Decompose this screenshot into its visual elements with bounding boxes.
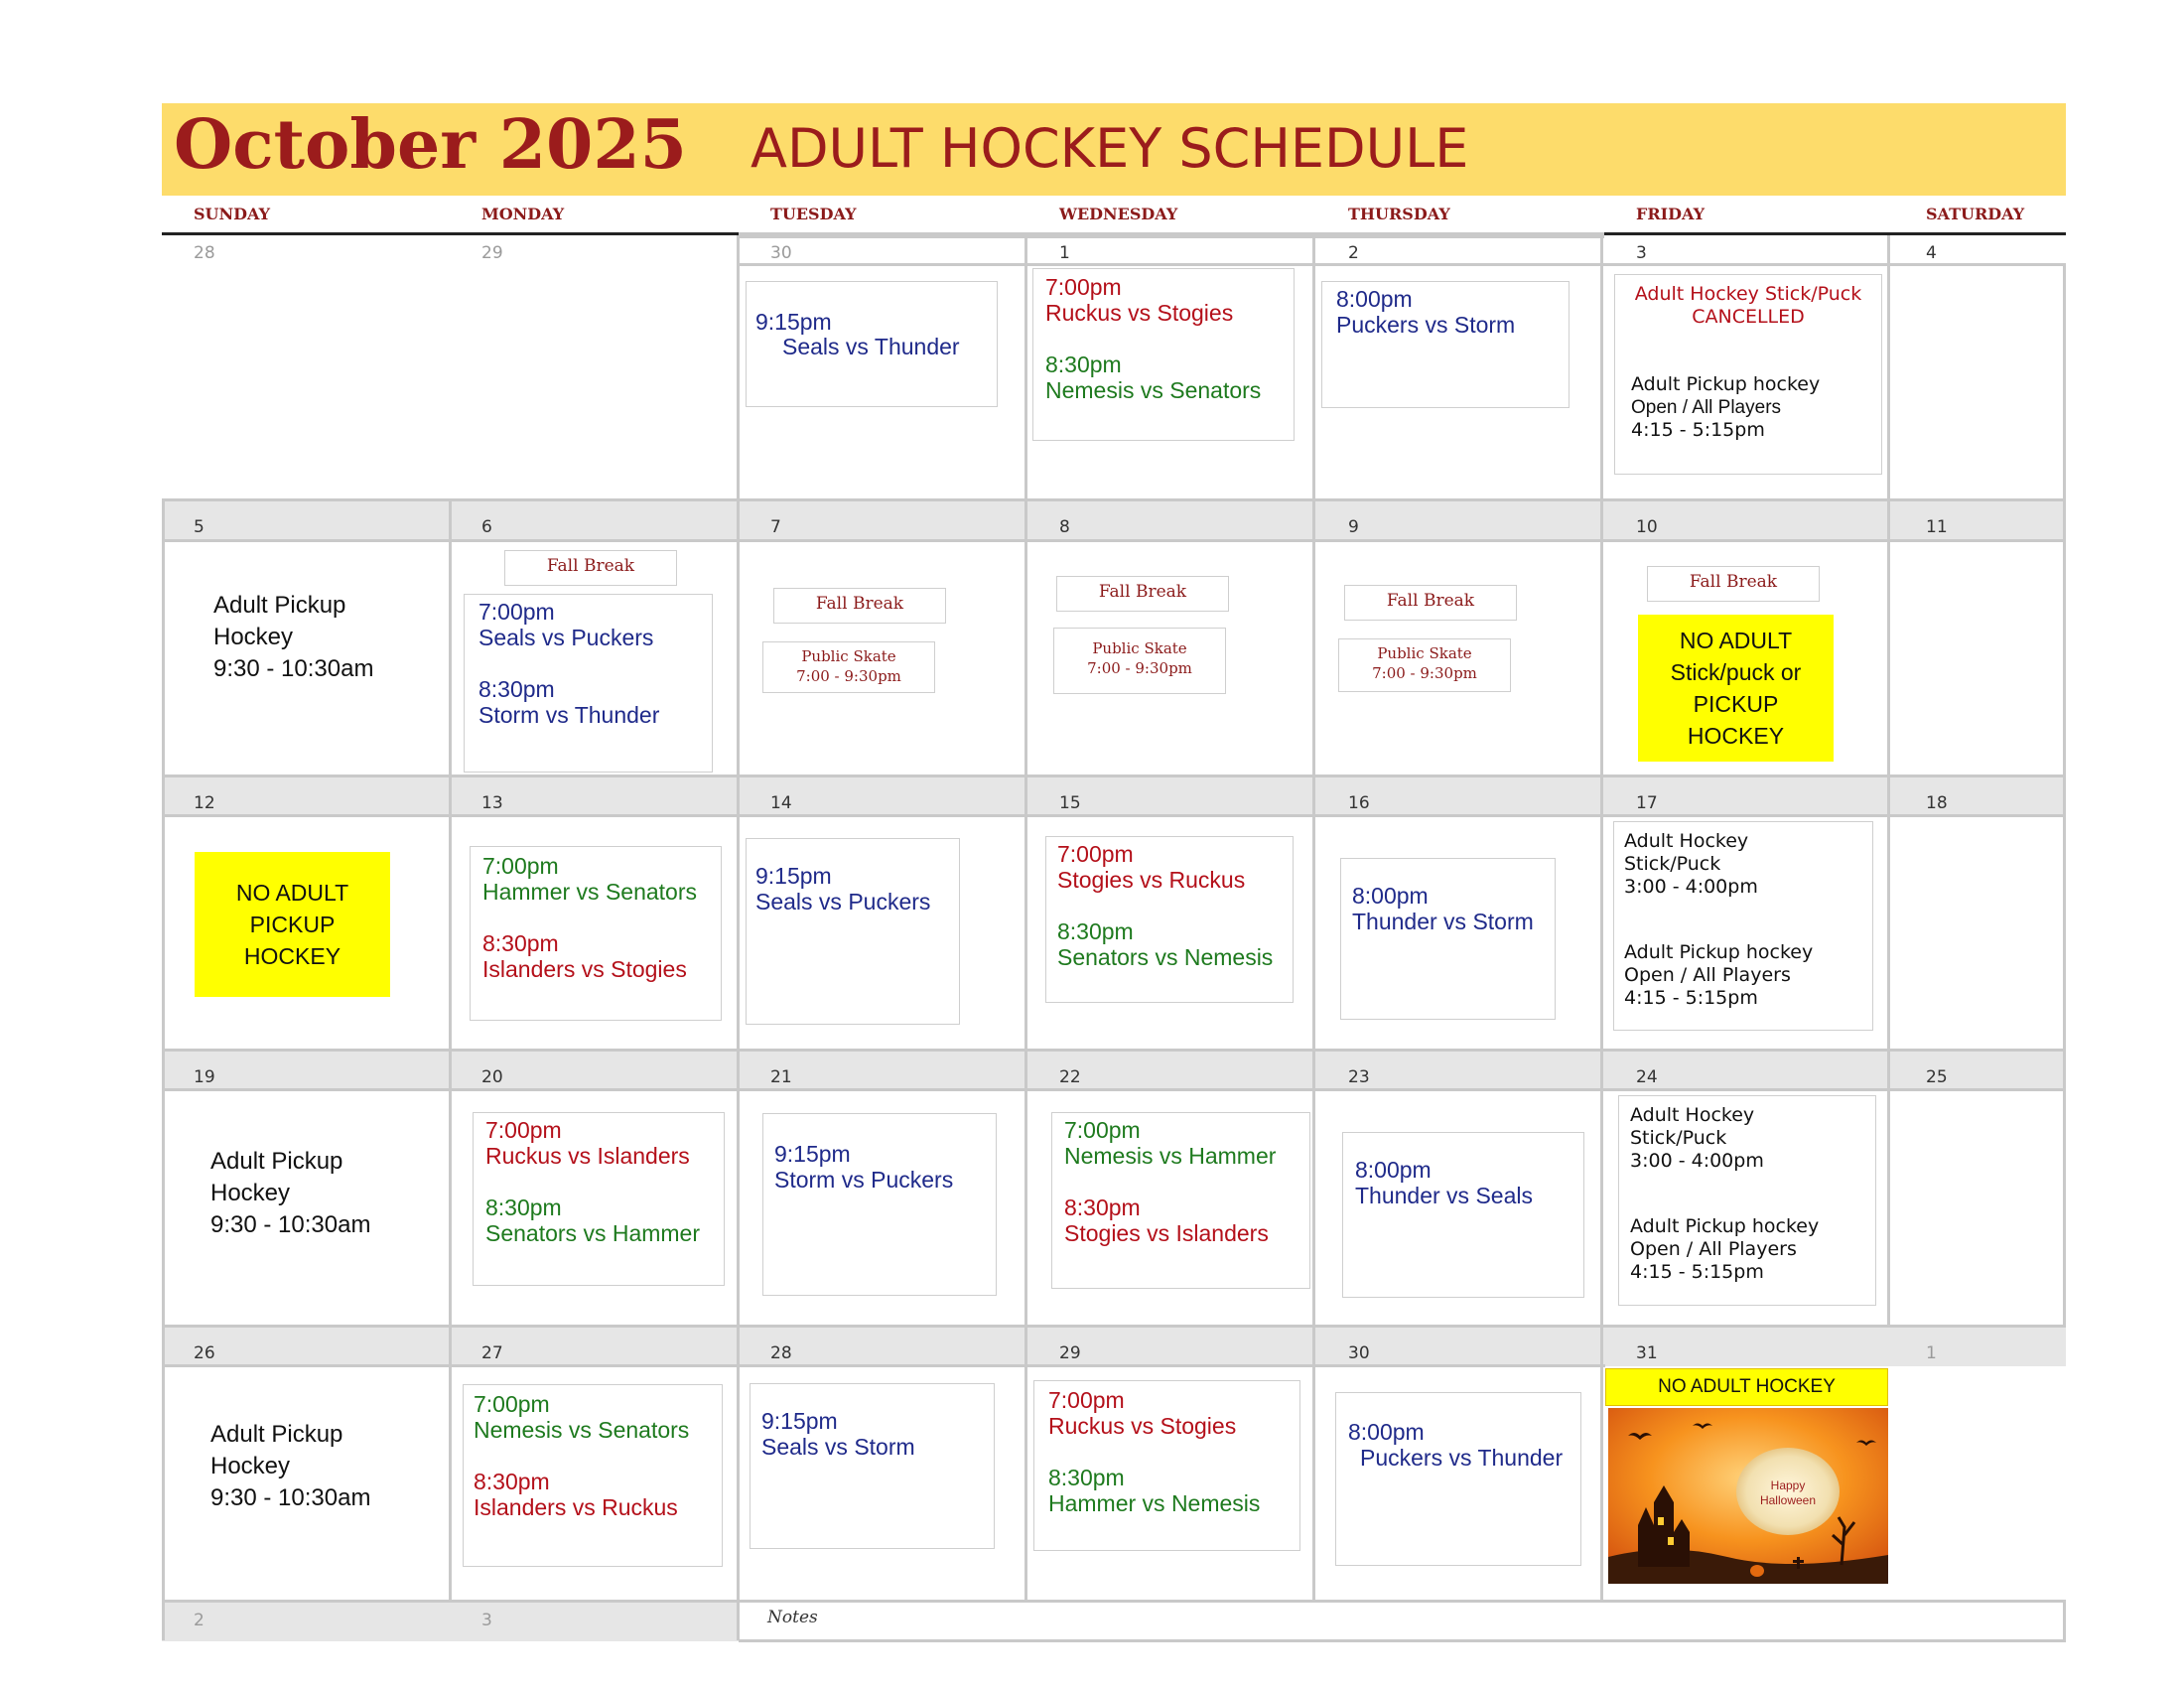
game-matchup: Senators vs Hammer <box>485 1220 701 1246</box>
game-time: 9:15pm <box>774 1141 851 1167</box>
title-bar <box>162 103 2066 196</box>
game-time: 8:30pm <box>485 1195 562 1220</box>
date-number: 14 <box>770 793 792 813</box>
stick-puck-label: Stick/Puck <box>1630 1127 1727 1149</box>
date-number: 5 <box>194 517 205 537</box>
event-box-mon20 <box>473 1112 725 1286</box>
public-skate-label: Public Skate <box>1092 639 1187 657</box>
date-number: 19 <box>194 1067 215 1087</box>
game-matchup: Nemesis vs Senators <box>474 1417 690 1443</box>
game-matchup: Hammer vs Senators <box>482 879 698 905</box>
game-time: 9:15pm <box>761 1408 838 1434</box>
game-matchup: Stogies vs Islanders <box>1064 1220 1269 1246</box>
notice-line: Stick/puck or <box>1670 659 1802 685</box>
pickup-label: Adult Pickup hockey <box>1624 941 1814 963</box>
notice-line: HOCKEY <box>243 943 341 969</box>
game-time: 7:00pm <box>478 599 555 625</box>
notice-line: PICKUP <box>249 912 336 937</box>
grid-line <box>162 814 2066 817</box>
dayhead-monday: MONDAY <box>481 205 565 223</box>
notice-line: HOCKEY <box>1687 723 1785 749</box>
game-matchup: Hammer vs Nemesis <box>1048 1490 1261 1516</box>
game-matchup: Nemesis vs Senators <box>1045 377 1262 403</box>
game-time: 7:00pm <box>482 853 559 879</box>
game-matchup: Thunder vs Storm <box>1352 909 1534 934</box>
event-box-mon6 <box>464 594 713 773</box>
game-matchup: Senators vs Nemesis <box>1057 944 1274 970</box>
fall-break-label: Fall Break <box>504 550 677 586</box>
date-number: 2 <box>194 1611 205 1630</box>
date-number: 18 <box>1926 793 1948 813</box>
pickup-label: Adult Pickup hockey <box>1630 1215 1820 1237</box>
date-number: 22 <box>1059 1067 1081 1087</box>
date-number: 23 <box>1348 1067 1370 1087</box>
no-adult-pickup-notice <box>195 852 390 997</box>
game-time: 7:00pm <box>1064 1117 1141 1143</box>
game-matchup: Ruckus vs Islanders <box>485 1143 690 1169</box>
grid-line <box>739 263 2066 266</box>
public-skate-time: 7:00 - 9:30pm <box>1087 659 1192 677</box>
date-number: 1 <box>1059 243 1070 263</box>
game-matchup: Puckers vs Thunder <box>1360 1445 1564 1471</box>
date-number: 27 <box>481 1343 503 1363</box>
event-box-tue14 <box>746 838 960 1025</box>
game-time: 8:30pm <box>1048 1465 1125 1490</box>
event-box-wed15 <box>1045 836 1294 1003</box>
date-number: 13 <box>481 793 503 813</box>
date-strip-week6 <box>162 1602 739 1641</box>
date-number: 21 <box>770 1067 792 1087</box>
game-time: 8:30pm <box>1057 918 1134 944</box>
sunday-pickup-time: 9:30 - 10:30am <box>210 1484 371 1511</box>
game-matchup: Seals vs Puckers <box>755 889 931 914</box>
game-time: 8:30pm <box>482 930 559 956</box>
sunday-pickup-time: 9:30 - 10:30am <box>213 655 374 682</box>
sunday-pickup-label: Adult Pickup <box>213 592 346 619</box>
game-matchup: Seals vs Thunder <box>782 334 960 359</box>
stick-puck-label: Stick/Puck <box>1624 853 1721 875</box>
game-matchup: Storm vs Puckers <box>774 1167 954 1193</box>
pickup-label: Adult Pickup hockey <box>1631 373 1821 395</box>
public-skate-box <box>1338 638 1511 692</box>
date-number: 6 <box>481 517 492 537</box>
date-number: 3 <box>1636 243 1647 263</box>
header-rule-right <box>1604 232 2066 235</box>
date-number: 8 <box>1059 517 1070 537</box>
event-box-tue30 <box>746 281 998 407</box>
date-number: 2 <box>1348 243 1359 263</box>
cancelled-label: CANCELLED <box>1692 306 1805 328</box>
date-number: 7 <box>770 517 781 537</box>
public-skate-box <box>762 641 935 693</box>
notice-line: PICKUP <box>1693 691 1779 717</box>
dayhead-sunday: SUNDAY <box>194 205 271 223</box>
game-time: 8:00pm <box>1336 286 1413 312</box>
pickup-players: Open / All Players <box>1624 964 1791 986</box>
date-strip-week3 <box>162 776 2066 816</box>
game-time: 8:30pm <box>478 676 555 702</box>
dayhead-thursday: THURSDAY <box>1348 205 1450 223</box>
stick-puck-label: Adult Hockey Stick/Puck <box>1634 283 1862 305</box>
dayhead-friday: FRIDAY <box>1636 205 1706 223</box>
halloween-image <box>1608 1408 1888 1584</box>
sunday-pickup-label: Hockey <box>210 1453 291 1479</box>
schedule-title: ADULT HOCKEY SCHEDULE <box>751 117 1469 180</box>
game-matchup: Nemesis vs Hammer <box>1064 1143 1277 1169</box>
sunday-pickup-label: Hockey <box>213 624 294 650</box>
date-number: 10 <box>1636 517 1658 537</box>
game-matchup: Seals vs Storm <box>761 1434 915 1460</box>
game-time: 7:00pm <box>1045 274 1122 300</box>
stick-puck-label: Adult Hockey <box>1624 830 1749 852</box>
game-time: 9:15pm <box>755 309 832 335</box>
date-number: 3 <box>481 1611 492 1630</box>
pickup-time: 4:15 - 5:15pm <box>1630 1261 1764 1283</box>
grid-line <box>1600 235 1603 1602</box>
event-box-wed29 <box>1033 1380 1300 1551</box>
stick-puck-label: Adult Hockey <box>1630 1104 1755 1126</box>
game-time: 7:00pm <box>474 1391 550 1417</box>
game-time: 7:00pm <box>1057 841 1134 867</box>
grid-line <box>739 235 1604 238</box>
month-title: October 2025 <box>174 105 687 185</box>
pickup-time: 4:15 - 5:15pm <box>1624 987 1758 1009</box>
notice-line: NO ADULT <box>235 880 349 906</box>
grid-line <box>162 498 2066 501</box>
stick-puck-time: 3:00 - 4:00pm <box>1624 876 1758 898</box>
event-box-thu16 <box>1340 858 1556 1020</box>
dayhead-tuesday: TUESDAY <box>770 205 857 223</box>
game-matchup: Ruckus vs Stogies <box>1045 300 1234 326</box>
date-number: 24 <box>1636 1067 1658 1087</box>
game-time: 8:00pm <box>1348 1419 1425 1445</box>
sunday-pickup-time: 9:30 - 10:30am <box>210 1211 371 1238</box>
date-strip-week2 <box>162 500 2066 540</box>
game-matchup: Storm vs Thunder <box>478 702 660 728</box>
event-box-mon13 <box>470 846 722 1021</box>
grid-line <box>162 1600 2066 1603</box>
public-skate-label: Public Skate <box>801 647 896 665</box>
game-time: 8:30pm <box>1045 352 1122 377</box>
public-skate-label: Public Skate <box>1377 644 1472 662</box>
grid-line <box>162 1364 1605 1367</box>
game-time: 7:00pm <box>485 1117 562 1143</box>
grid-line <box>449 498 452 1601</box>
fall-break-label: Fall Break <box>1647 566 1820 602</box>
game-matchup: Thunder vs Seals <box>1355 1183 1533 1208</box>
date-number: 29 <box>1059 1343 1081 1363</box>
sunday-pickup-label: Adult Pickup <box>210 1421 343 1448</box>
grid-line <box>1312 235 1315 1602</box>
halloween-caption: Happy <box>1770 1478 1806 1492</box>
sunday-pickup-label: Adult Pickup <box>210 1148 343 1175</box>
date-number: 12 <box>194 793 215 813</box>
pickup-time: 4:15 - 5:15pm <box>1631 419 1765 441</box>
game-matchup: Islanders vs Ruckus <box>474 1494 678 1520</box>
date-number: 28 <box>194 243 215 263</box>
date-number: 15 <box>1059 793 1081 813</box>
game-matchup: Ruckus vs Stogies <box>1048 1413 1237 1439</box>
public-skate-box <box>1053 628 1226 694</box>
date-number: 4 <box>1926 243 1937 263</box>
game-time: 9:15pm <box>755 863 832 889</box>
fall-break-label: Fall Break <box>1056 576 1229 612</box>
date-strip-week5 <box>162 1327 2066 1366</box>
pickup-players: Open / All Players <box>1630 1238 1797 1260</box>
event-box-fri3 <box>1614 274 1882 475</box>
game-matchup: Puckers vs Storm <box>1336 312 1516 338</box>
grid-line <box>2063 1600 2066 1640</box>
sunday-pickup-label: Hockey <box>210 1180 291 1206</box>
event-box-tue28 <box>750 1383 995 1549</box>
event-box-wed1 <box>1032 268 1295 441</box>
no-adult-hockey-banner: NO ADULT HOCKEY <box>1605 1368 1888 1406</box>
grid-line <box>1024 235 1027 1602</box>
public-skate-time: 7:00 - 9:30pm <box>1372 664 1477 682</box>
event-box-thu23 <box>1342 1132 1584 1298</box>
stick-puck-time: 3:00 - 4:00pm <box>1630 1150 1764 1172</box>
grid-line <box>162 539 2066 542</box>
public-skate-time: 7:00 - 9:30pm <box>796 667 901 685</box>
grid-line <box>739 1639 2066 1642</box>
grid-line <box>162 498 165 1640</box>
date-strip-week4 <box>162 1051 2066 1090</box>
game-matchup: Seals vs Puckers <box>478 625 654 650</box>
grid-line <box>162 1088 2066 1091</box>
date-number: 25 <box>1926 1067 1948 1087</box>
date-number: 29 <box>481 243 503 263</box>
grid-line <box>162 1049 2066 1052</box>
event-box-fri24 <box>1618 1095 1876 1306</box>
game-time: 8:00pm <box>1355 1157 1432 1183</box>
event-box-fri17 <box>1613 821 1873 1031</box>
notice-line: NO ADULT <box>1679 628 1793 653</box>
event-box-tue21 <box>762 1113 997 1296</box>
grid-line <box>162 774 2066 777</box>
dayhead-wednesday: WEDNESDAY <box>1059 205 1178 223</box>
date-number: 1 <box>1926 1343 1937 1363</box>
event-box-thu30 <box>1335 1392 1581 1566</box>
header-rule-left <box>162 232 739 235</box>
date-number: 20 <box>481 1067 503 1087</box>
date-number: 30 <box>770 243 792 263</box>
halloween-caption: Halloween <box>1759 1493 1817 1507</box>
game-matchup: Islanders vs Stogies <box>482 956 687 982</box>
event-box-mon27 <box>463 1384 723 1567</box>
date-number: 26 <box>194 1343 215 1363</box>
game-time: 8:30pm <box>1064 1195 1141 1220</box>
date-number: 28 <box>770 1343 792 1363</box>
date-number: 30 <box>1348 1343 1370 1363</box>
grid-line <box>1887 235 1890 1325</box>
dayhead-saturday: SATURDAY <box>1926 205 2025 223</box>
game-time: 8:00pm <box>1352 883 1429 909</box>
pickup-players: Open / All Players <box>1631 397 1782 418</box>
date-number: 9 <box>1348 517 1359 537</box>
notes-label: Notes <box>767 1608 818 1627</box>
event-box-thu2 <box>1321 281 1570 408</box>
game-matchup: Stogies vs Ruckus <box>1057 867 1246 893</box>
date-number: 11 <box>1926 517 1948 537</box>
no-adult-hockey-notice <box>1638 615 1834 762</box>
grid-line <box>2063 263 2066 1326</box>
grid-line <box>737 235 740 1640</box>
game-time: 7:00pm <box>1048 1387 1125 1413</box>
fall-break-label: Fall Break <box>1344 585 1517 621</box>
game-time: 8:30pm <box>474 1469 550 1494</box>
fall-break-label: Fall Break <box>773 588 946 624</box>
grid-line <box>162 1325 2066 1328</box>
date-number: 17 <box>1636 793 1658 813</box>
date-number: 31 <box>1636 1343 1658 1363</box>
event-box-wed22 <box>1051 1112 1310 1289</box>
date-number: 16 <box>1348 793 1370 813</box>
